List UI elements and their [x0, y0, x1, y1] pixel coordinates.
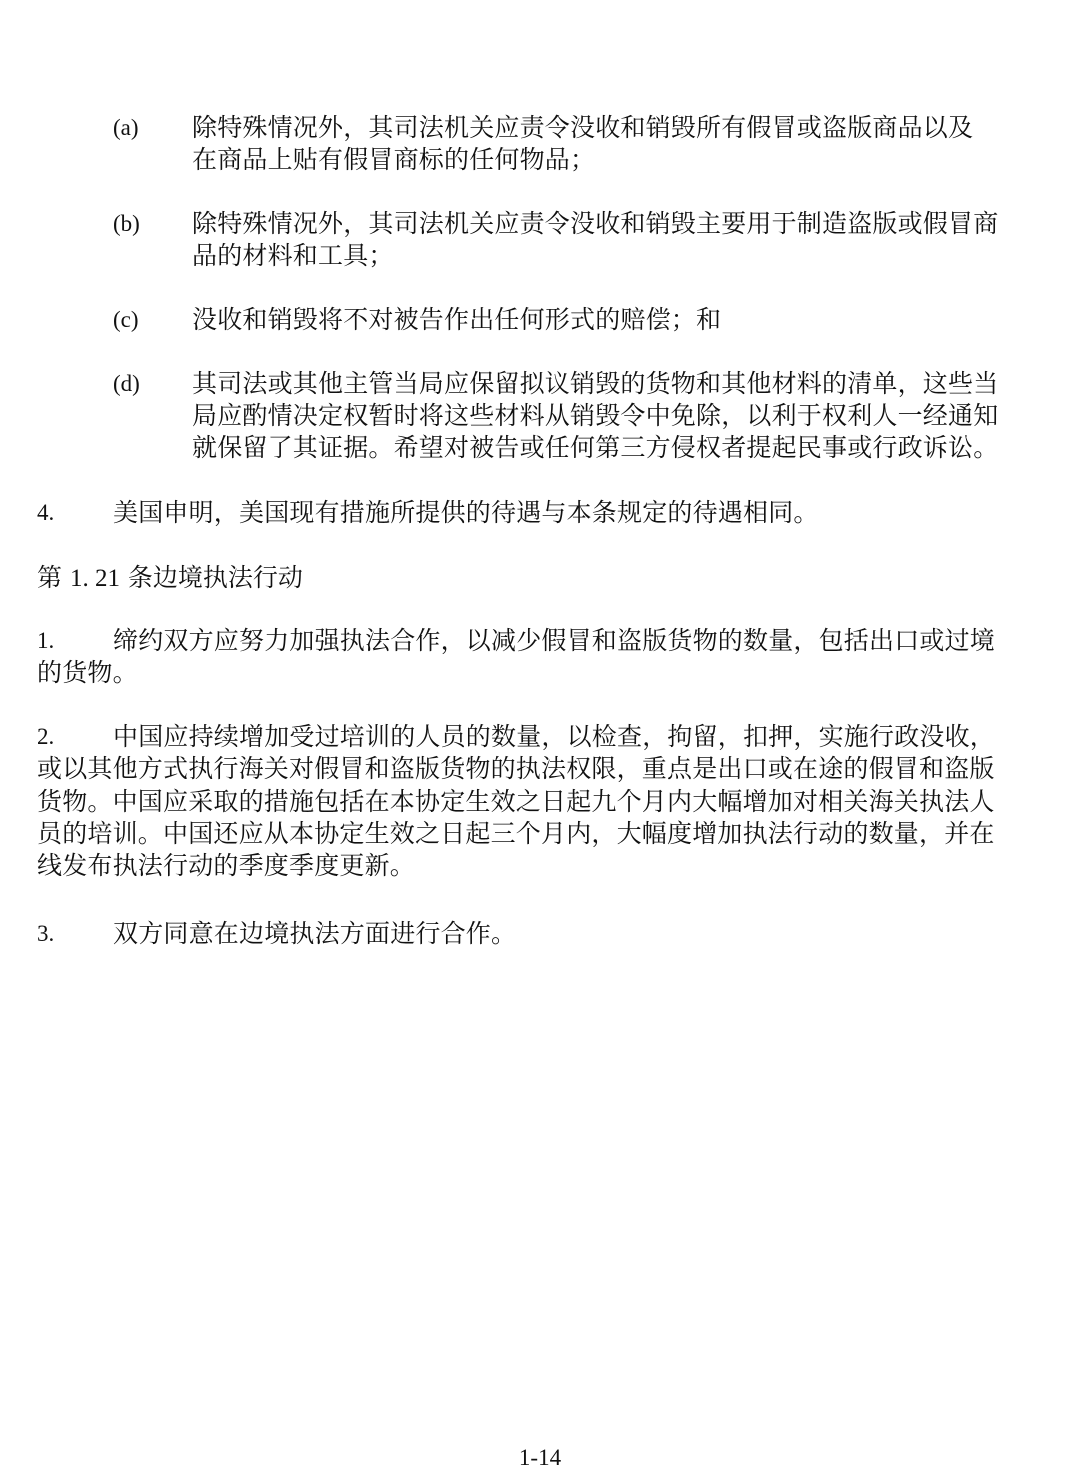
sub-item-c-line-1: 没收和销毁将不对被告作出任何形式的赔偿；和	[192, 305, 722, 334]
sub-item-label-d: (d)	[113, 371, 140, 396]
para-2-line-2: 或以其他方式执行海关对假冒和盗版货物的执法权限，重点是出口或在途的假冒和盗版	[37, 754, 995, 783]
page-number: 1-14	[518, 1445, 562, 1470]
para-2-line-1: 中国应持续增加受过培训的人员的数量，以检查，拘留，扣押，实施行政没收，	[113, 722, 996, 751]
article-heading	[37, 562, 303, 595]
para-4-text: 美国申明，美国现有措施所提供的待遇与本条规定的待遇相同。	[113, 498, 819, 527]
article-heading-number: 1. 21	[69, 565, 120, 592]
sub-item-label-c: (c)	[113, 307, 139, 332]
sub-item-d-line-1: 其司法或其他主管当局应保留拟议销毁的货物和其他材料的清单，这些当	[192, 369, 999, 398]
article-heading-prefix: 第	[37, 563, 63, 592]
para-2-line-3: 货物。中国应采取的措施包括在本协定生效之日起九个月内大幅增加对相关海关执法人	[37, 787, 995, 816]
sub-item-label-a: (a)	[113, 115, 139, 140]
sub-item-b-line-1: 除特殊情况外，其司法机关应责令没收和销毁主要用于制造盗版或假冒商	[192, 209, 999, 238]
para-3-line-1: 双方同意在边境执法方面进行合作。	[113, 919, 517, 948]
para-2-line-4: 员的培训。中国还应从本协定生效之日起三个月内，大幅度增加执法行动的数量，并在	[37, 819, 995, 848]
sub-item-d-line-3: 就保留了其证据。希望对被告或任何第三方侵权者提起民事或行政诉讼。	[192, 433, 999, 462]
para-4-number: 4.	[37, 500, 55, 525]
para-3-number: 3.	[37, 921, 55, 946]
sub-item-d-line-2: 局应酌情决定权暂时将这些材料从销毁令中免除，以利于权利人一经通知	[192, 401, 999, 430]
article-heading-title: 条边境执法行动	[127, 563, 303, 592]
sub-item-a-line-2: 在商品上贴有假冒商标的任何物品；	[192, 145, 596, 174]
para-1-number: 1.	[37, 628, 55, 653]
para-1-line-2: 的货物。	[37, 658, 138, 687]
sub-item-b-line-2: 品的材料和工具；	[192, 241, 394, 270]
sub-item-label-b: (b)	[113, 211, 140, 236]
para-1-line-1: 缔约双方应努力加强执法合作，以减少假冒和盗版货物的数量，包括出口或过境	[113, 626, 996, 655]
para-2-number: 2.	[37, 724, 55, 749]
para-2-line-5: 线发布执法行动的季度季度更新。	[37, 851, 416, 880]
sub-item-a-line-1: 除特殊情况外，其司法机关应责令没收和销毁所有假冒或盗版商品以及	[192, 113, 974, 142]
